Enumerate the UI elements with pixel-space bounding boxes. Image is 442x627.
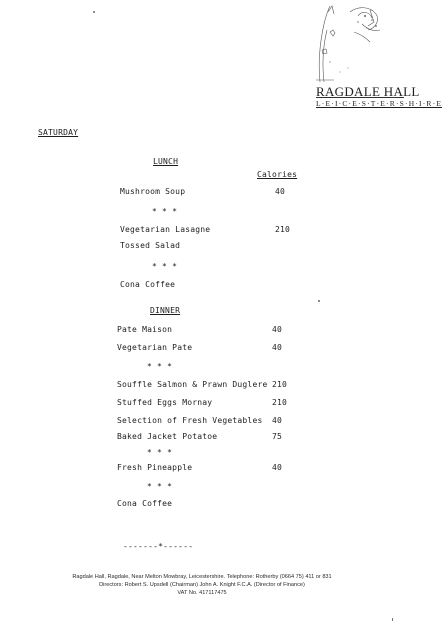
- menu-item-calories: 210: [272, 380, 288, 389]
- menu-item-name: Pate Maison: [117, 325, 173, 334]
- menu-item-name: Stuffed Eggs Mornay: [117, 398, 213, 407]
- footer-directors: Directors: Robert S. Upsdell (Chairman) John A. Knight F.C.A. (Director of Finance): [99, 582, 305, 588]
- menu-item-name: Cona Coffee: [117, 499, 173, 508]
- separator-stars: * * *: [147, 362, 173, 371]
- menu-item-calories: 40: [275, 187, 286, 196]
- ragdale-hall-logo-icon: [310, 2, 390, 84]
- end-marker: -------*------: [123, 542, 194, 551]
- menu-item-name: Vegetarian Lasagne: [120, 225, 211, 234]
- menu-item-calories: 40: [272, 416, 283, 425]
- separator-stars: * * *: [147, 448, 173, 457]
- menu-item-name: Baked Jacket Potatoe: [117, 432, 218, 441]
- menu-item-calories: 40: [272, 463, 283, 472]
- brand-divider: [316, 97, 404, 98]
- separator-stars: * * *: [152, 207, 178, 216]
- day-heading: SATURDAY: [38, 128, 79, 137]
- menu-item-name: Souffle Salmon & Prawn Duglere: [117, 380, 268, 389]
- footer-vat: VAT No. 417117475: [177, 590, 227, 596]
- separator-stars: * * *: [152, 262, 178, 271]
- menu-item-name: Fresh Pineapple: [117, 463, 193, 472]
- lunch-heading: LUNCH: [153, 157, 179, 166]
- calories-heading: Calories: [257, 170, 298, 179]
- dinner-heading: DINNER: [150, 306, 181, 315]
- separator-stars: * * *: [147, 482, 173, 491]
- menu-item-name: Vegetarian Pate: [117, 343, 193, 352]
- menu-item-name: Selection of Fresh Vegetables: [117, 416, 263, 425]
- menu-item-name: Tossed Salad: [120, 241, 181, 250]
- menu-item-name: Mushroom Soup: [120, 187, 186, 196]
- scan-speck: [392, 618, 393, 621]
- scan-speck: [93, 11, 95, 13]
- menu-item-calories: 40: [272, 325, 283, 334]
- menu-item-calories: 210: [272, 398, 288, 407]
- scan-speck: [318, 300, 320, 302]
- menu-item-calories: 75: [272, 432, 283, 441]
- footer-address: Ragdale Hall, Ragdale, Near Melton Mowbray, Leicestershire. Telephone: Rotherby (0664 75) 411 or 831: [72, 574, 332, 580]
- brand-name: RAGDALE HALL: [316, 84, 420, 99]
- menu-item-calories: 40: [272, 343, 283, 352]
- menu-item-name: Cona Coffee: [120, 280, 176, 289]
- menu-item-calories: 210: [275, 225, 291, 234]
- brand-county: L·E·I·C·E·S·T·E·R·S·H·I·R·E: [316, 99, 442, 108]
